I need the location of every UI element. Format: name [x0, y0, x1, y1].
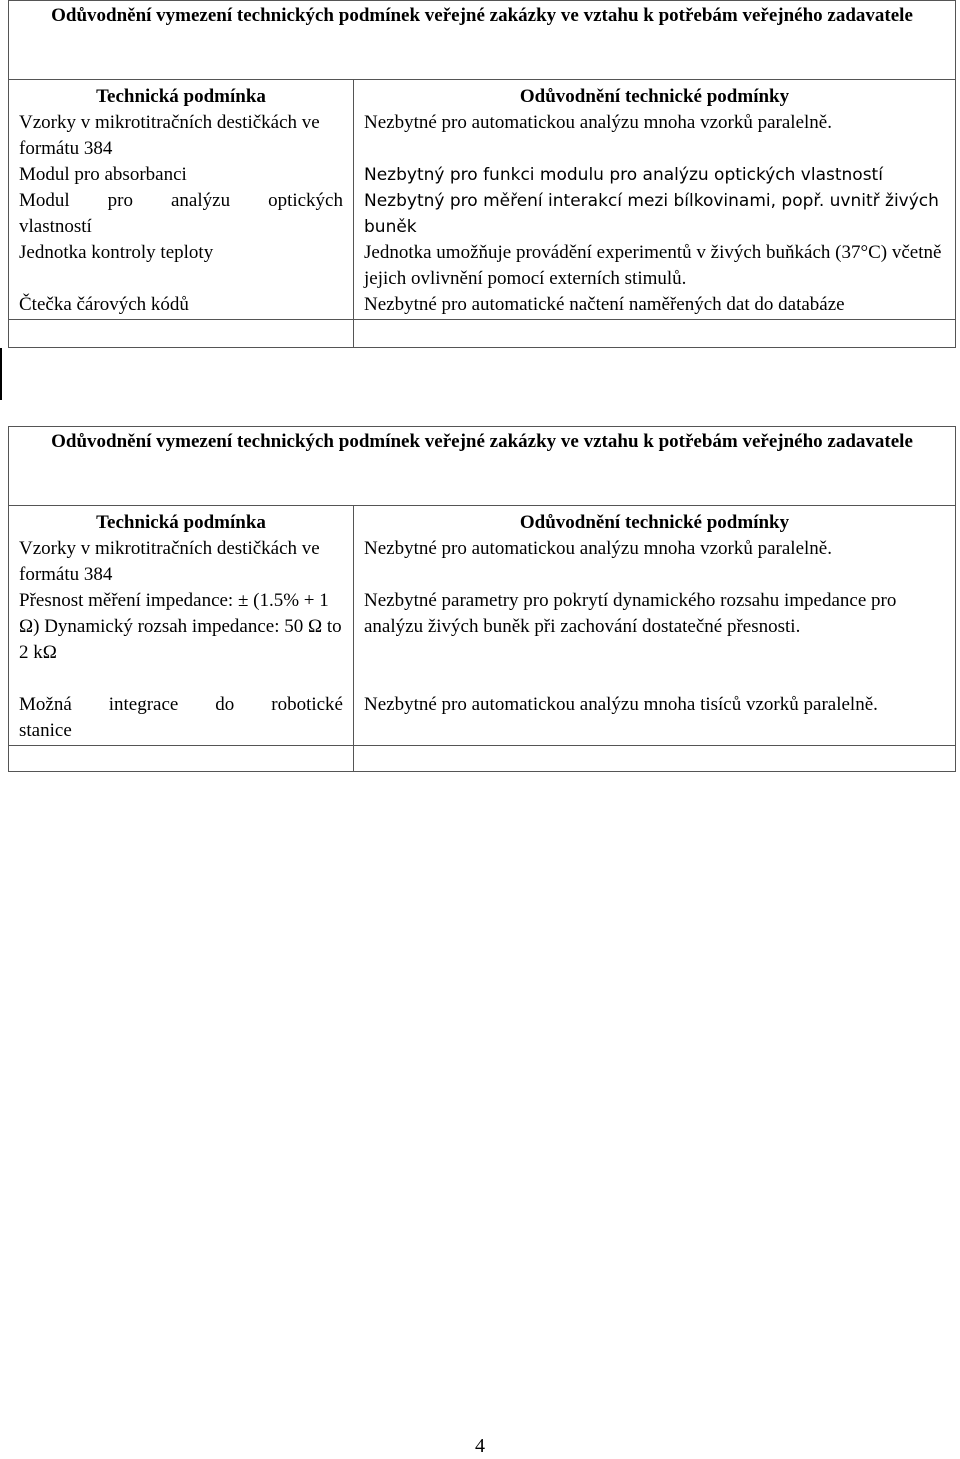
- table-row-left: Vzorky v mikrotitračních destičkách ve formátu 384: [19, 538, 320, 585]
- table-title: Odůvodnění vymezení technických podmínek veřejné zakázky ve vztahu k potřebám veřejného zadavatele: [9, 1, 955, 80]
- justification-column: [354, 80, 955, 347]
- table-row-right: Nezbytné parametry pro pokrytí dynamického rozsahu impedance pro analýzu živých buněk při zachování dostatečné přesnosti.: [364, 590, 897, 637]
- column-header-justification: Odůvodnění technické podmínky: [519, 512, 790, 533]
- justification-table-1: [8, 0, 956, 348]
- table-row-right: Nezbytný pro funkci modulu pro analýzu optických vlastností: [364, 165, 883, 185]
- table-row-right: Nezbytný pro měření interakcí mezi bílkovinami, popř. uvnitř živých buněk: [364, 191, 939, 237]
- margin-change-bar: [0, 348, 2, 400]
- table-row-right: Nezbytné pro automatickou analýzu mnoha vzorků paralelně.: [364, 112, 832, 133]
- table-title: Odůvodnění vymezení technických podmínek veřejné zakázky ve vztahu k potřebám veřejného zadavatele: [9, 427, 955, 506]
- justification-table-2: [8, 426, 956, 772]
- table-row-left: Modul pro absorbanci: [19, 164, 187, 185]
- row-divider: [9, 319, 955, 320]
- table-row-left: Přesnost měření impedance: ± (1.5% + 1 Ω) Dynamický rozsah impedance: 50 Ω to 2 kΩ: [19, 590, 342, 663]
- table-row-right: Nezbytné pro automatickou analýzu mnoha vzorků paralelně.: [364, 538, 832, 559]
- column-header-condition: Technická podmínka: [96, 512, 266, 533]
- table-row-left: Jednotka kontroly teploty: [19, 242, 214, 263]
- technical-condition-column: [9, 80, 354, 347]
- table-row-left: Vzorky v mikrotitračních destičkách ve formátu 384: [19, 112, 320, 159]
- table-row-left: Možná integrace do robotické stanice: [19, 694, 343, 741]
- column-header-justification: Odůvodnění technické podmínky: [519, 86, 790, 107]
- table-row-right: Nezbytné pro automatickou analýzu mnoha tisíců vzorků paralelně.: [364, 694, 878, 715]
- page-number: 4: [475, 1435, 485, 1457]
- table-row-right: Jednotka umožňuje provádění experimentů v živých buňkách (37°C) včetně jejich ovlivnění pomocí externích stimulů.: [364, 242, 942, 289]
- table-row-left: Modul pro analýzu optických vlastností: [19, 190, 343, 237]
- table-row-left: Čtečka čárových kódů: [19, 294, 189, 315]
- justification-column: [354, 506, 955, 771]
- technical-condition-column: [9, 506, 354, 771]
- column-header-condition: Technická podmínka: [96, 86, 266, 107]
- table-row-right: Nezbytné pro automatické načtení naměřených dat do databáze: [364, 294, 845, 315]
- row-divider: [9, 745, 955, 746]
